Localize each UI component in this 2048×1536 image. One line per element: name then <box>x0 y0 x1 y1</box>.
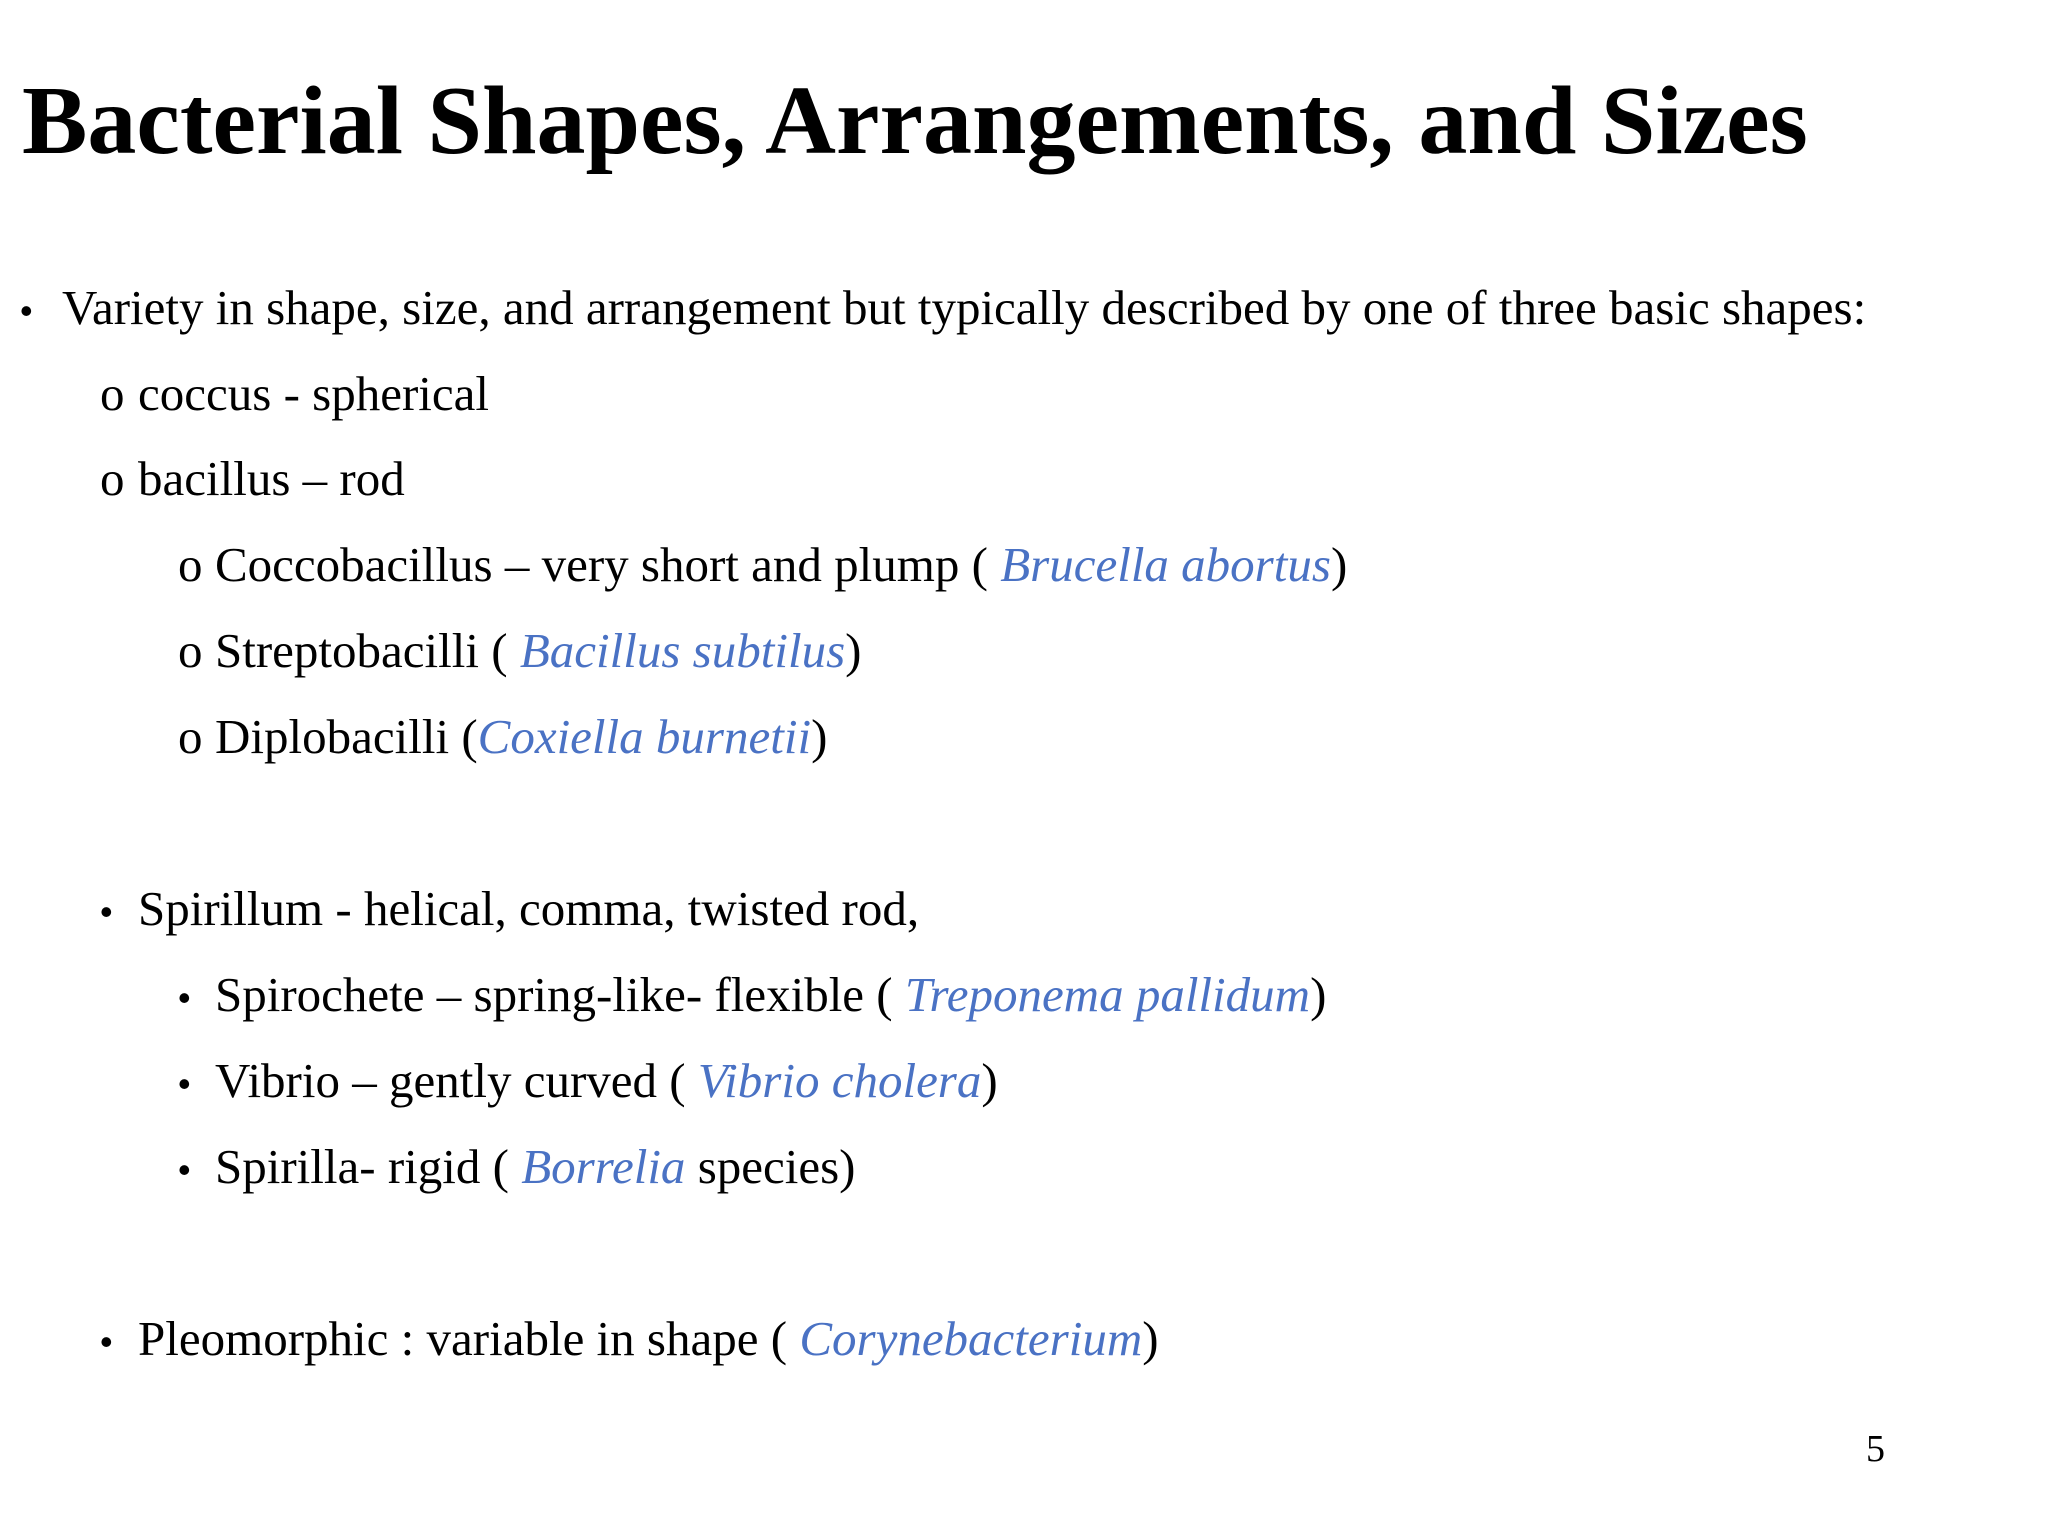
filled-bullet-icon: • <box>178 977 191 1018</box>
item-text-end: ) <box>845 623 862 678</box>
item-text: Coccobacillus – very short and plump ( <box>215 537 1001 592</box>
hollow-circle-icon: o <box>178 537 203 592</box>
slide-title: Bacterial Shapes, Arrangements, and Sizes <box>22 67 1808 175</box>
hollow-circle-icon: o <box>178 709 203 764</box>
item-text: Streptobacilli ( <box>215 623 520 678</box>
item-text-end: ) <box>1310 967 1327 1022</box>
filled-bullet-icon: • <box>178 1149 191 1190</box>
shape-item-bacillus: bacillus – rod <box>138 451 405 506</box>
spirillum-text: Spirillum - helical, comma, twisted rod, <box>138 881 920 936</box>
filled-bullet-icon: • <box>100 891 113 932</box>
bacillus-type-diplobacilli <box>215 709 828 764</box>
spirillum-type-spirochete <box>215 967 1327 1022</box>
pleomorphic-text <box>138 1311 1159 1366</box>
hollow-circle-icon: o <box>100 366 125 421</box>
hollow-circle-icon: o <box>178 623 203 678</box>
bacillus-type-streptobacilli <box>215 623 862 678</box>
filled-bullet-icon: • <box>100 1321 113 1362</box>
filled-bullet-icon: • <box>20 290 33 331</box>
bacillus-type-coccobacillus <box>215 537 1348 592</box>
item-text: Spirochete – spring-like- flexible ( <box>215 967 905 1022</box>
item-text-end: ) <box>1142 1311 1159 1366</box>
item-text-end: ) <box>1330 537 1348 592</box>
spirillum-type-spirilla <box>215 1139 856 1194</box>
species-name: Brucella abortus <box>1000 537 1331 592</box>
item-text: Spirilla- rigid ( <box>215 1139 522 1194</box>
species-name: Coxiella burnetii <box>477 709 812 764</box>
species-name: Borrelia <box>521 1139 686 1194</box>
item-text: Diplobacilli ( <box>215 709 478 764</box>
item-text-end: ) <box>981 1053 998 1108</box>
species-name: Treponema pallidum <box>904 967 1311 1022</box>
filled-bullet-icon: • <box>178 1063 191 1104</box>
species-name: Vibrio cholera <box>697 1053 982 1108</box>
spirillum-type-vibrio <box>215 1053 998 1108</box>
shape-item-coccus: coccus - spherical <box>138 366 489 421</box>
item-text-end: ) <box>811 709 828 764</box>
hollow-circle-icon: o <box>100 451 125 506</box>
intro-bullet-text: Variety in shape, size, and arrangement but typically described by one of three basic shapes: <box>62 280 1867 335</box>
page-number: 5 <box>1866 1428 1885 1470</box>
item-text-end: species) <box>685 1139 856 1194</box>
species-name: Bacillus subtilus <box>519 623 846 678</box>
item-text: Vibrio – gently curved ( <box>215 1053 698 1108</box>
item-text: Pleomorphic : variable in shape ( <box>138 1311 800 1366</box>
species-name: Corynebacterium <box>799 1311 1143 1366</box>
